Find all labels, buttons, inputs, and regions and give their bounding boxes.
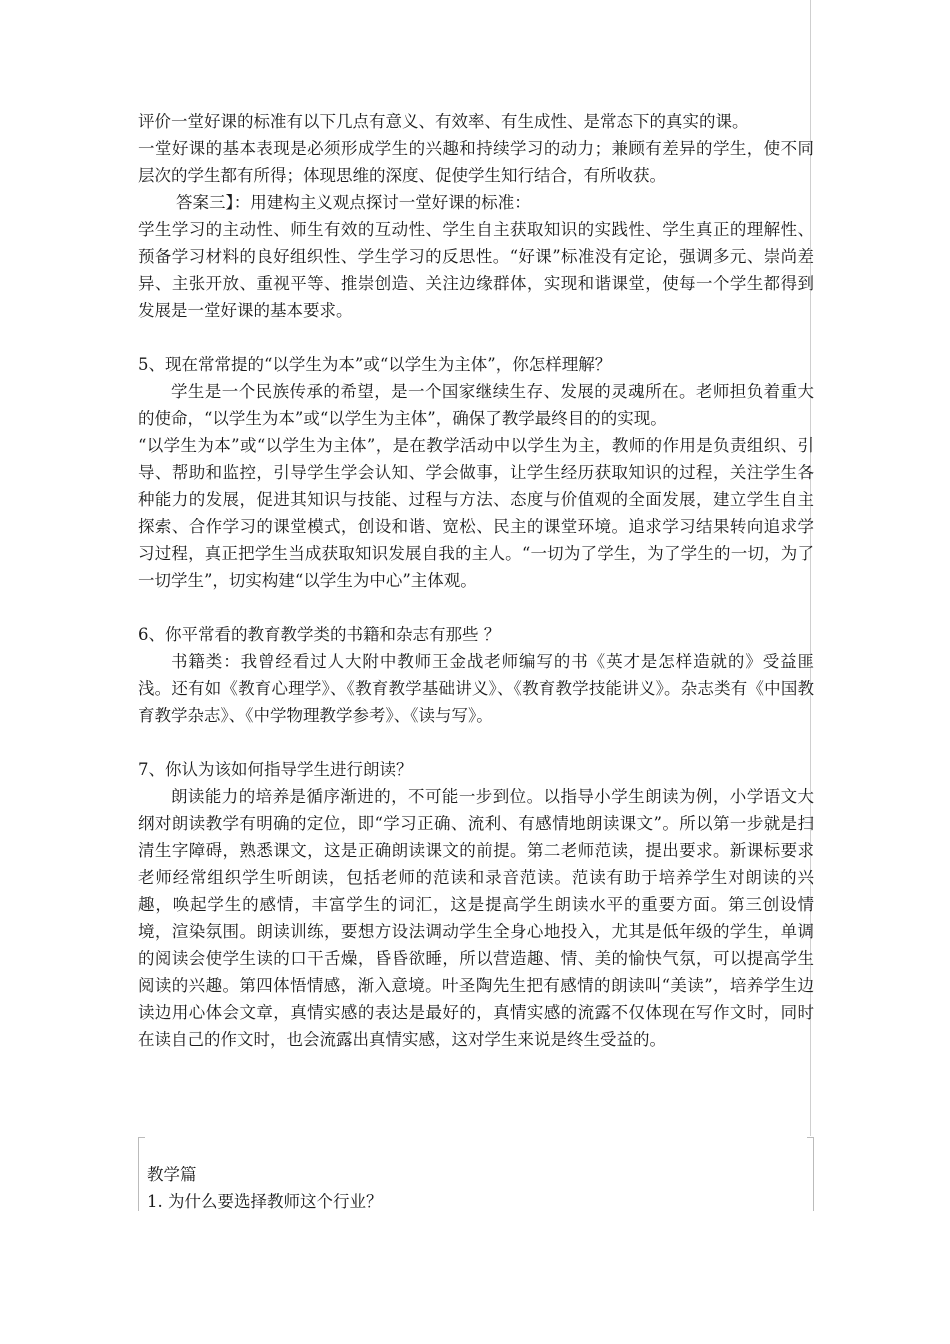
- paragraph-student-hope: 学生是一个民族传承的希望，是一个国家继续生存、发展的灵魂所在。老师担负着重大的使命，“以学生为本”或“以学生为主体”，确保了教学最终目的的实现。: [138, 382, 814, 428]
- spacer: [138, 594, 814, 621]
- paragraph-books: 书籍类：我曾经看过人大附中教师王金战老师编写的书《英才是怎样造就的》受益匪浅。还有如《教育心理学》、《教育教学基础讲义》、《教育教学技能讲义》。杂志类有《中国教育教学杂志》、《中学物理教学参考》、《读与写》。: [138, 652, 814, 725]
- question-6: 6、你平常看的教育教学类的书籍和杂志有那些 ？: [138, 625, 501, 644]
- paragraph-student-centered: “以学生为本”或“以学生为主体”，是在教学活动中以学生为主，教师的作用是负责组织、引导、帮助和监控，引导学生学会认知、学会做事，让学生经历获取知识的过程，关注学生各种能力的发展，促进其知识与技能、过程与方法、态度与价值观的全面发展，建立学生自主探索、合作学习的课堂模式，创设和谐、宽松、民主的课堂环境。追求学习结果转向追求学习过程，真正把学生当成获取知识发展自我的主人。“一切为了学生，为了学生的一切，为了一切学生”，切实构建“以学生为中心”主体观。: [138, 436, 814, 590]
- spacer: [138, 324, 814, 351]
- question-7: 7、你认为该如何指导学生进行朗读？: [138, 760, 413, 779]
- paragraph-constructivism: 学生学习的主动性、师生有效的互动性、学生自主获取知识的实践性、学生真正的理解性、预备学习材料的良好组织性、学生学习的反思性。“好课”标准没有定论，强调多元、崇尚差异、主张开放、重视平等、推崇创造、关注边缘群体，实现和谐课堂，使每一个学生都得到发展是一堂好课的基本要求。: [138, 220, 814, 320]
- teaching-section-box: [138, 1137, 814, 1211]
- question-5: 5、现在常常提的“以学生为本”或“以学生为主体”，你怎样理解？: [138, 355, 612, 374]
- document-body: [138, 108, 814, 1053]
- paragraph-good-lesson-criteria: 评价一堂好课的标准有以下几点有意义、有效率、有生成性、是常态下的真实的课。: [138, 112, 749, 131]
- teaching-section-text: [147, 1161, 807, 1215]
- box-corner-right: [807, 1137, 813, 1138]
- paragraph-reading-guidance: 朗读能力的培养是循序渐进的，不可能一步到位。以指导小学生朗读为例，小学语文大纲对朗读教学有明确的定位，即“学习正确、流利、有感情地朗读课文”。所以第一步就是扫清生字障碍，熟悉课文，这是正确朗读课文的前提。第二老师范读，提出要求。新课标要求老师经常组织学生听朗读，包括老师的范读和录音范读。范读有助于培养学生对朗读的兴趣，唤起学生的感情，丰富学生的词汇，这是提高学生朗读水平的重要方面。第三创设情境，渲染氛围。朗读训练，要想方设法调动学生全身心地投入，尤其是低年级的学生，单调的阅读会使学生读的口干舌燥，昏昏欲睡，所以营造趣、情、美的愉快气氛，可以提高学生阅读的兴趣。第四体悟情感，渐入意境。叶圣陶先生把有感情的朗读叫“美读”，培养学生边读边用心体会文章，真情实感的表达是最好的，真情实感的流露不仅体现在写作文时，同时在读自己的作文时，也会流露出真情实感，这对学生来说是终生受益的。: [138, 787, 814, 1049]
- box-corner-left: [139, 1137, 145, 1138]
- paragraph-good-lesson-performance: 一堂好课的基本表现是必须形成学生的兴趣和持续学习的动力；兼顾有差异的学生，使不同层次的学生都有所得；体现思维的深度、促使学生知行结合，有所收获。: [138, 139, 814, 185]
- spacer: [138, 729, 814, 756]
- question-1-why-teacher: 1. 为什么要选择教师这个行业？: [147, 1192, 383, 1211]
- answer-three-heading: 答案三】：用建构主义观点探讨一堂好课的标准：: [176, 193, 531, 212]
- section-heading-teaching: 教学篇: [147, 1165, 197, 1184]
